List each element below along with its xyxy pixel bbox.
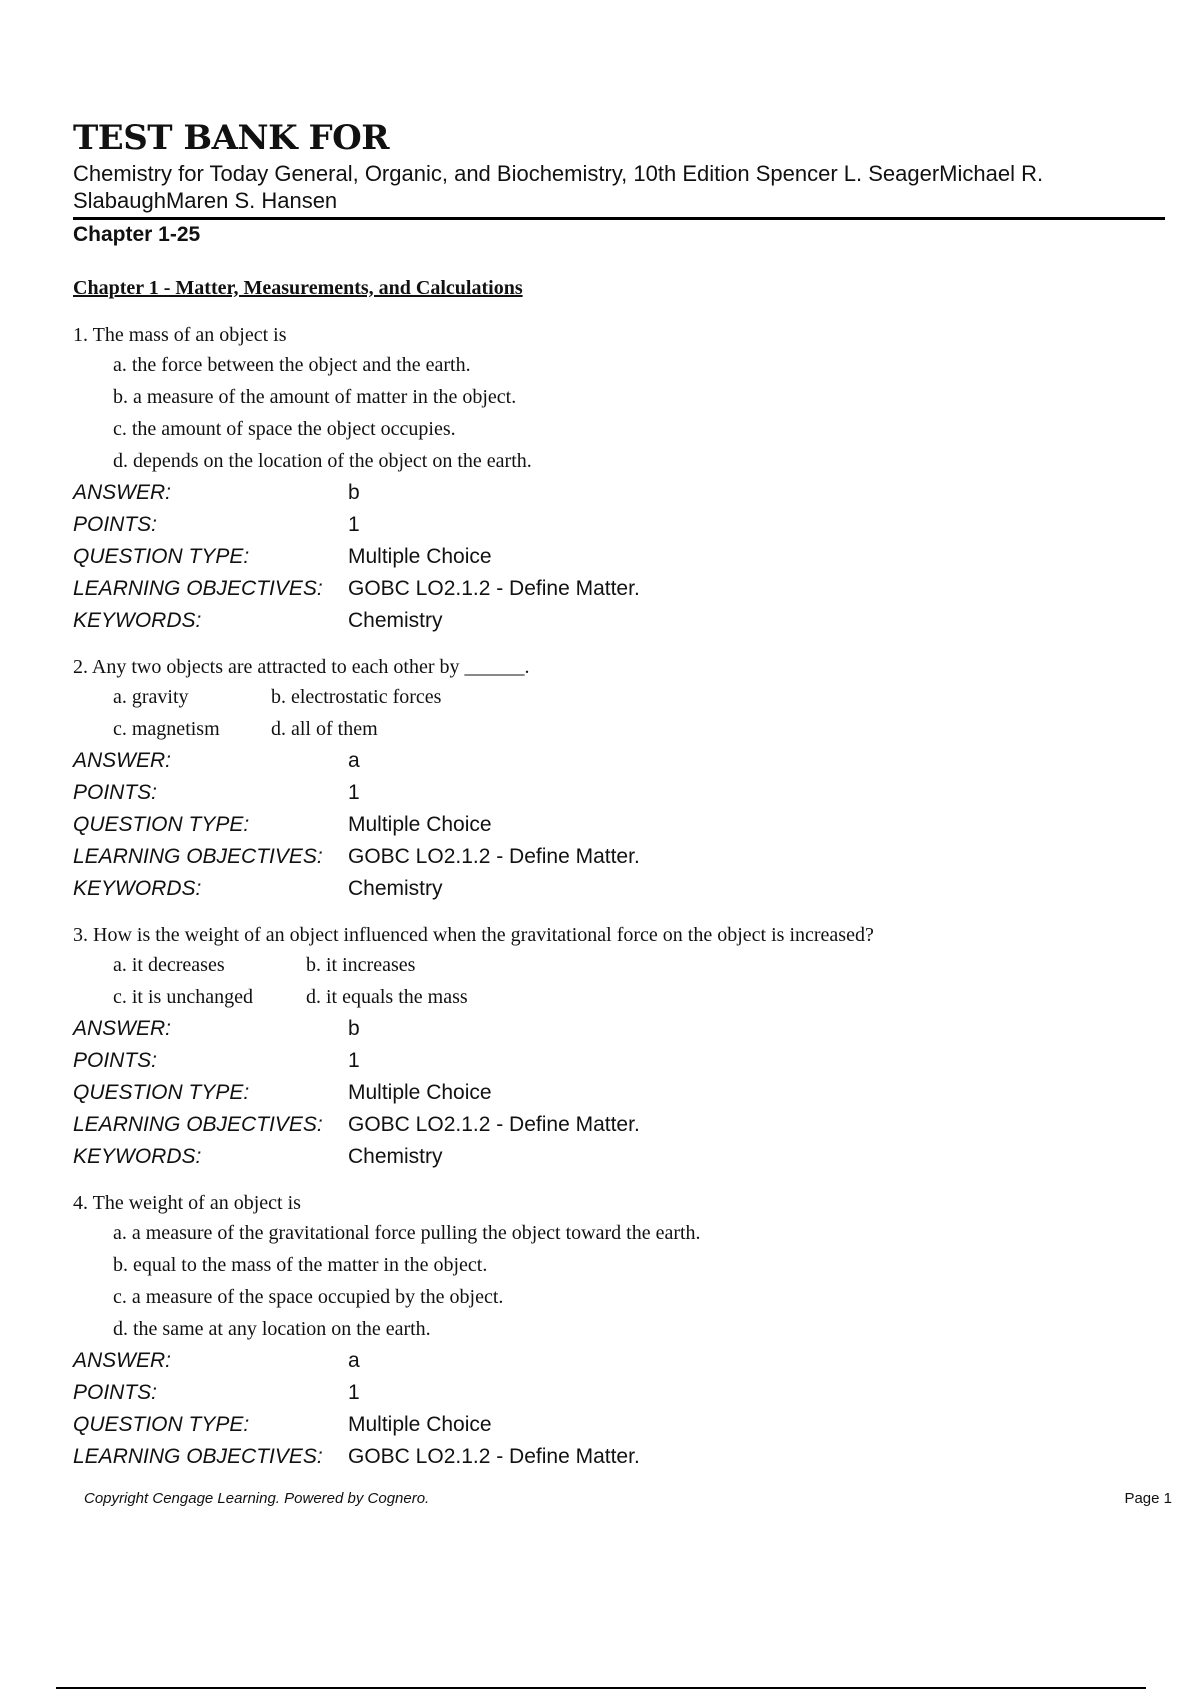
question-meta xyxy=(73,1345,1165,1473)
question-2 xyxy=(73,653,1165,905)
keywords-value: Chemistry xyxy=(348,609,443,632)
question-type-value: Multiple Choice xyxy=(348,1413,492,1436)
keywords-label: KEYWORDS: xyxy=(73,877,202,900)
answer-value: a xyxy=(348,1349,360,1372)
points-value: 1 xyxy=(348,1381,360,1404)
choice-a: a. the force between the object and the earth. xyxy=(113,354,471,376)
choice-c: c. the amount of space the object occupies. xyxy=(113,418,456,440)
question-stem: 3. How is the weight of an object influenced when the gravitational force on the object is increased? xyxy=(73,924,874,946)
choice-d: d. it equals the mass xyxy=(306,986,468,1008)
learning-objectives-value: GOBC LO2.1.2 - Define Matter. xyxy=(348,1113,640,1136)
points-label: POINTS: xyxy=(73,781,158,804)
choice-d: d. all of them xyxy=(271,718,378,740)
question-3 xyxy=(73,921,1165,1173)
learning-objectives-value: GOBC LO2.1.2 - Define Matter. xyxy=(348,845,640,868)
learning-objectives-label: LEARNING OBJECTIVES: xyxy=(73,577,323,600)
answer-value: b xyxy=(348,1017,360,1040)
page-number: Page 1 xyxy=(1124,1490,1172,1507)
keywords-value: Chemistry xyxy=(348,1145,443,1168)
question-meta xyxy=(73,745,1165,905)
question-type-value: Multiple Choice xyxy=(348,813,492,836)
keywords-label: KEYWORDS: xyxy=(73,609,202,632)
page-footer xyxy=(84,1490,1172,1507)
question-stem: 4. The weight of an object is xyxy=(73,1192,301,1214)
choice-b: b. electrostatic forces xyxy=(271,686,442,708)
bottom-divider xyxy=(56,1687,1146,1689)
learning-objectives-label: LEARNING OBJECTIVES: xyxy=(73,1113,323,1136)
choice-a: a. gravity xyxy=(113,686,189,708)
points-label: POINTS: xyxy=(73,513,158,536)
choice-d: d. depends on the location of the object on the earth. xyxy=(113,450,532,472)
question-stem: 2. Any two objects are attracted to each other by ______. xyxy=(73,656,530,678)
question-type-value: Multiple Choice xyxy=(348,545,492,568)
question-type-label: QUESTION TYPE: xyxy=(73,1081,250,1104)
answer-label: ANSWER: xyxy=(73,481,172,504)
choice-a: a. it decreases xyxy=(113,954,225,976)
choice-grid xyxy=(73,681,1165,745)
answer-label: ANSWER: xyxy=(73,749,172,772)
question-type-label: QUESTION TYPE: xyxy=(73,813,250,836)
answer-label: ANSWER: xyxy=(73,1349,172,1372)
test-bank-page xyxy=(73,118,1165,1473)
question-stem: 1. The mass of an object is xyxy=(73,324,287,346)
learning-objectives-value: GOBC LO2.1.2 - Define Matter. xyxy=(348,577,640,600)
question-4 xyxy=(73,1189,1165,1473)
choice-a: a. a measure of the gravitational force pulling the object toward the earth. xyxy=(113,1222,701,1244)
learning-objectives-label: LEARNING OBJECTIVES: xyxy=(73,845,323,868)
points-label: POINTS: xyxy=(73,1049,158,1072)
choice-c: c. a measure of the space occupied by the object. xyxy=(113,1286,504,1308)
points-value: 1 xyxy=(348,513,360,536)
question-type-label: QUESTION TYPE: xyxy=(73,1413,250,1436)
answer-label: ANSWER: xyxy=(73,1017,172,1040)
chapter-range: Chapter 1-25 xyxy=(73,223,201,246)
keywords-value: Chemistry xyxy=(348,877,443,900)
copyright-notice: Copyright Cengage Learning. Powered by Cognero. xyxy=(84,1490,430,1507)
choice-b: b. it increases xyxy=(306,954,416,976)
points-value: 1 xyxy=(348,781,360,804)
choice-grid xyxy=(73,949,1165,1013)
choice-c: c. it is unchanged xyxy=(113,986,253,1008)
learning-objectives-value: GOBC LO2.1.2 - Define Matter. xyxy=(348,1445,640,1468)
question-1 xyxy=(73,321,1165,637)
book-title: Chemistry for Today General, Organic, and Biochemistry, 10th Edition Spencer L. SeagerMichael R. SlabaughMaren S. Hansen xyxy=(73,161,1044,213)
choice-b: b. a measure of the amount of matter in the object. xyxy=(113,386,517,408)
choice-d: d. the same at any location on the earth. xyxy=(113,1318,431,1340)
learning-objectives-label: LEARNING OBJECTIVES: xyxy=(73,1445,323,1468)
choice-b: b. equal to the mass of the matter in the object. xyxy=(113,1254,488,1276)
chapter-heading: Chapter 1 - Matter, Measurements, and Calculations xyxy=(73,277,523,299)
choice-c: c. magnetism xyxy=(113,718,220,740)
question-meta xyxy=(73,477,1165,637)
answer-value: a xyxy=(348,749,360,772)
header-divider xyxy=(73,217,1165,220)
points-label: POINTS: xyxy=(73,1381,158,1404)
question-type-label: QUESTION TYPE: xyxy=(73,545,250,568)
test-bank-title: TEST BANK FOR xyxy=(73,118,390,158)
answer-value: b xyxy=(348,481,360,504)
question-meta xyxy=(73,1013,1165,1173)
keywords-label: KEYWORDS: xyxy=(73,1145,202,1168)
points-value: 1 xyxy=(348,1049,360,1072)
question-type-value: Multiple Choice xyxy=(348,1081,492,1104)
